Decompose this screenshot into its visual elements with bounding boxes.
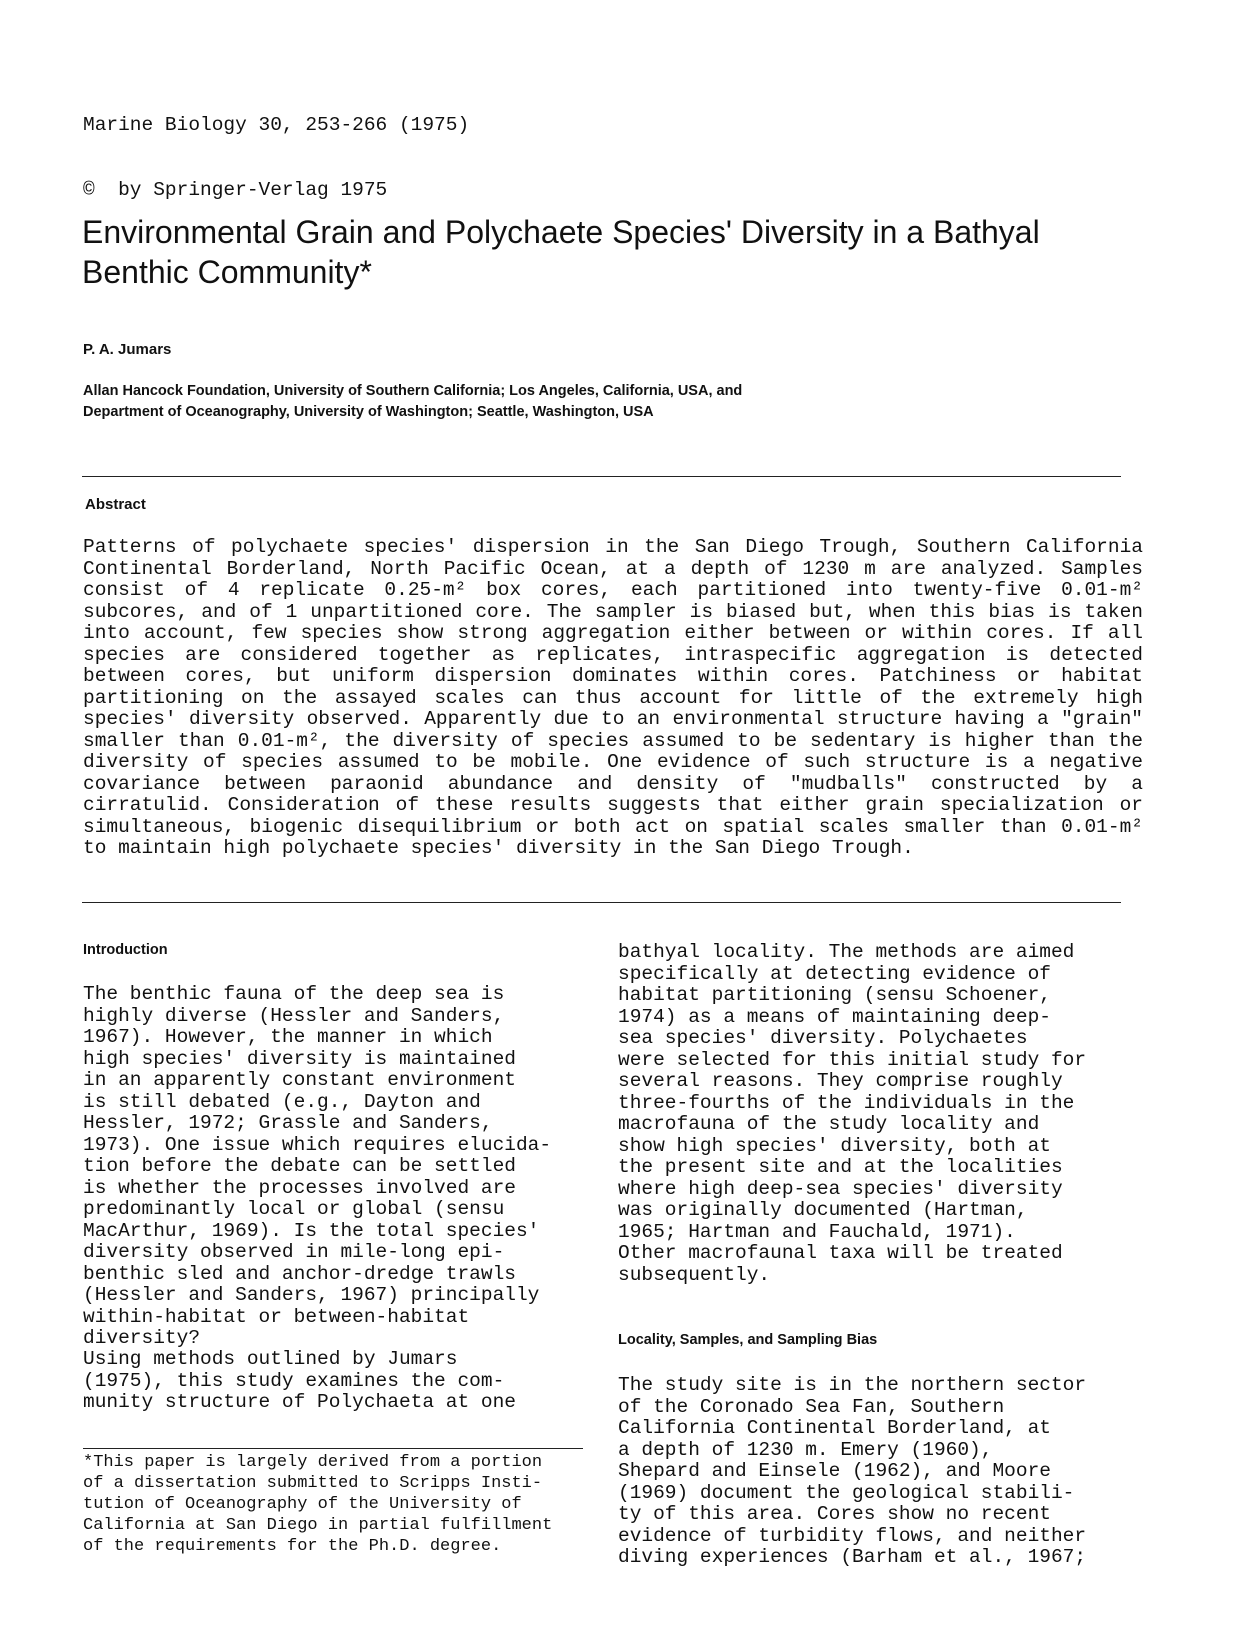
abstract-bottom-rule <box>82 902 1121 903</box>
copyright-line: © by Springer-Verlag 1975 <box>83 178 388 201</box>
journal-header <box>83 72 469 223</box>
journal-citation: Marine Biology 30, 253-266 (1975) <box>83 114 470 136</box>
introduction-continued-paragraph: bathyal locality. The methods are aimed specifically at detecting evidence of habitat partitioning (sensu Schoener, 1974) as a means of maintaining deep- sea species' diversity. Polychaetes were selected for this initial study for several reasons. They comprise roughly three-fourths of the individuals in the macrofauna of the study locality and show high species' diversity, both at the present site and at the localities where high deep-sea species' diversity was originally documented (Hartman, 1965; Hartman and Fauchald, 1971). Other macrofaunal taxa will be treated subsequently. <box>618 941 1087 1286</box>
author-name: P. A. Jumars <box>83 341 172 358</box>
footnote-rule <box>83 1448 583 1449</box>
locality-paragraph: The study site is in the northern sector of the Coronado Sea Fan, Southern California Continental Borderland, at a depth of 1230 m. Emery (1960), Shepard and Einsele (1962), and Moore (1969) document the geological stabili- ty of this area. Cores show no recent evidence of turbidity flows, and neither diving experiences (Barham et al., 1967; <box>618 1374 1087 1568</box>
abstract-heading: Abstract <box>85 496 146 513</box>
affiliation-line-2: Department of Oceanography, University of Washington; Seattle, Washington, USA <box>83 404 654 420</box>
introduction-paragraph-2: Using methods outlined by Jumars (1975), this study examines the com- munity structure of Polychaeta at one <box>83 1348 516 1413</box>
locality-section-heading: Locality, Samples, and Sampling Bias <box>618 1332 878 1348</box>
affiliation <box>83 381 742 423</box>
introduction-paragraph-1: The benthic fauna of the deep sea is highly diverse (Hessler and Sanders, 1967). However, the manner in which high species' diversity is maintained in an apparently constant environment is still debated (e.g., Dayton and Hessler, 1972; Grassle and Sanders, 1973). One issue which requires elucida- tion before the debate can be settled is whether the processes involved are predominantly local or global (sensu MacArthur, 1969). Is the total species' diversity observed in mile-long epi- benthic sled and anchor-dredge trawls (Hessler and Sanders, 1967) principally within-habitat or between-habitat diversity? <box>83 983 552 1349</box>
footnote: *This paper is largely derived from a portion of a dissertation submitted to Scripps Insti- tution of Oceanography of the University of California at San Diego in partial fulfillment of the requirements for the Ph.D. degree. <box>83 1453 553 1556</box>
introduction-heading: Introduction <box>83 942 168 958</box>
abstract-text: Patterns of polychaete species' dispersion in the San Diego Trough, Southern California Continental Borderland, North Pacific Ocean, at a depth of 1230 m are analyzed. Samples consist of 4 replicate 0.25-m² box cores, each partitioned into twenty-five 0.01-m² subcores, and of 1 unpartitioned core. The sampler is biased but, when this bias is taken into account, few species show strong aggregation either between or within cores. If all species are considered together as replicates, intraspecific aggregation is detected between cores, but uniform dispersion dominates within cores. Patchiness or habitat partitioning on the assayed scales can thus account for little of the extremely high species' diversity observed. Apparently due to an environmental structure having a "grain" smaller than 0.01-m², the diversity of species assumed to be sedentary is higher than the diversity of species assumed to be mobile. One evidence of such structure is a negative covariance between paraonid abundance and density of "mudballs" constructed by a cirratulid. Consideration of these results suggests that either grain specialization or simultaneous, biogenic disequilibrium or both act on spatial scales smaller than 0.01-m² to maintain high polychaete species' diversity in the San Diego Trough. <box>83 536 1143 859</box>
paper-title: Environmental Grain and Polychaete Species' Diversity in a Bathyal Benthic Community* <box>82 214 1040 290</box>
affiliation-line-1: Allan Hancock Foundation, University of Southern California; Los Angeles, California, USA, and <box>83 383 743 399</box>
abstract-top-rule <box>82 476 1121 477</box>
